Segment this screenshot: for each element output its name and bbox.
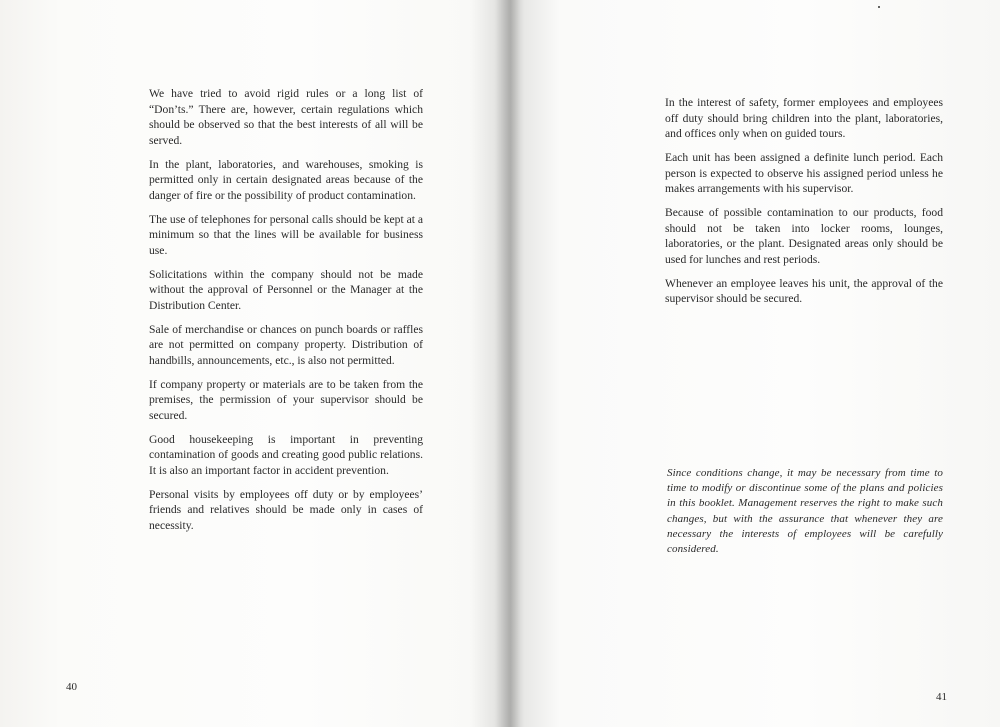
paragraph-personal-visits: Personal visits by employees off duty or by employees’ friends and relatives should be made only in cases of necessity. — [149, 487, 423, 532]
paragraph-solicitations: Solicitations within the company should not be made without the approval of Personnel or the Manager at the Distribution Center. — [149, 267, 423, 312]
paragraph-guided-tours: In the interest of safety, former employees and employees off duty should bring children into the plant, laboratories, and offices only when on guided tours. — [665, 96, 943, 140]
paragraph-company-property: If company property or materials are to be taken from the premises, the permission of your supervisor should be secured. — [149, 377, 423, 422]
paragraph-rules-intro: We have tried to avoid rigid rules or a long list of “Don’ts.” There are, however, certain regulations which should be observed so that the best interests of all will be served. — [149, 87, 423, 147]
page-number-left: 40 — [66, 681, 77, 693]
policy-change-note-text: Since conditions change, it may be necessary from time to time to modify or discontinue some of the plans and policies in this booklet. Management reserves the right to make such changes, but with the assurance that whenever they are necessary the interests of employees will be carefully considered. — [667, 467, 943, 556]
policy-change-note — [667, 466, 943, 557]
paragraph-telephones: The use of telephones for personal calls should be kept at a minimum so that the lines will be available for business use. — [149, 212, 423, 257]
page-number-right: 41 — [936, 691, 947, 703]
left-page-body — [149, 86, 423, 542]
right-page — [505, 0, 1000, 727]
paragraph-sale-of-merchandise: Sale of merchandise or chances on punch boards or raffles are not permitted on company property. Distribution of handbills, announcements, etc., is also not permitted. — [149, 322, 423, 367]
paragraph-smoking: In the plant, laboratories, and warehouses, smoking is permitted only in certain designated areas because of the danger of fire or the possibility of product contamination. — [149, 157, 423, 202]
right-page-body — [665, 95, 943, 315]
paragraph-food-areas: Because of possible contamination to our products, food should not be taken into locker rooms, lounges, laboratories, or the plant. Designated areas only should be used for lunches and rest periods. — [665, 206, 943, 266]
paragraph-housekeeping: Good housekeeping is important in preventing contamination of goods and creating good public relations. It is also an important factor in accident prevention. — [149, 432, 423, 477]
paragraph-lunch-period: Each unit has been assigned a definite lunch period. Each person is expected to observe his assigned period unless he makes arrangements with his supervisor. — [665, 151, 943, 195]
paragraph-leaving-unit: Whenever an employee leaves his unit, the approval of the supervisor should be secured. — [665, 276, 943, 305]
print-speck — [878, 6, 880, 8]
